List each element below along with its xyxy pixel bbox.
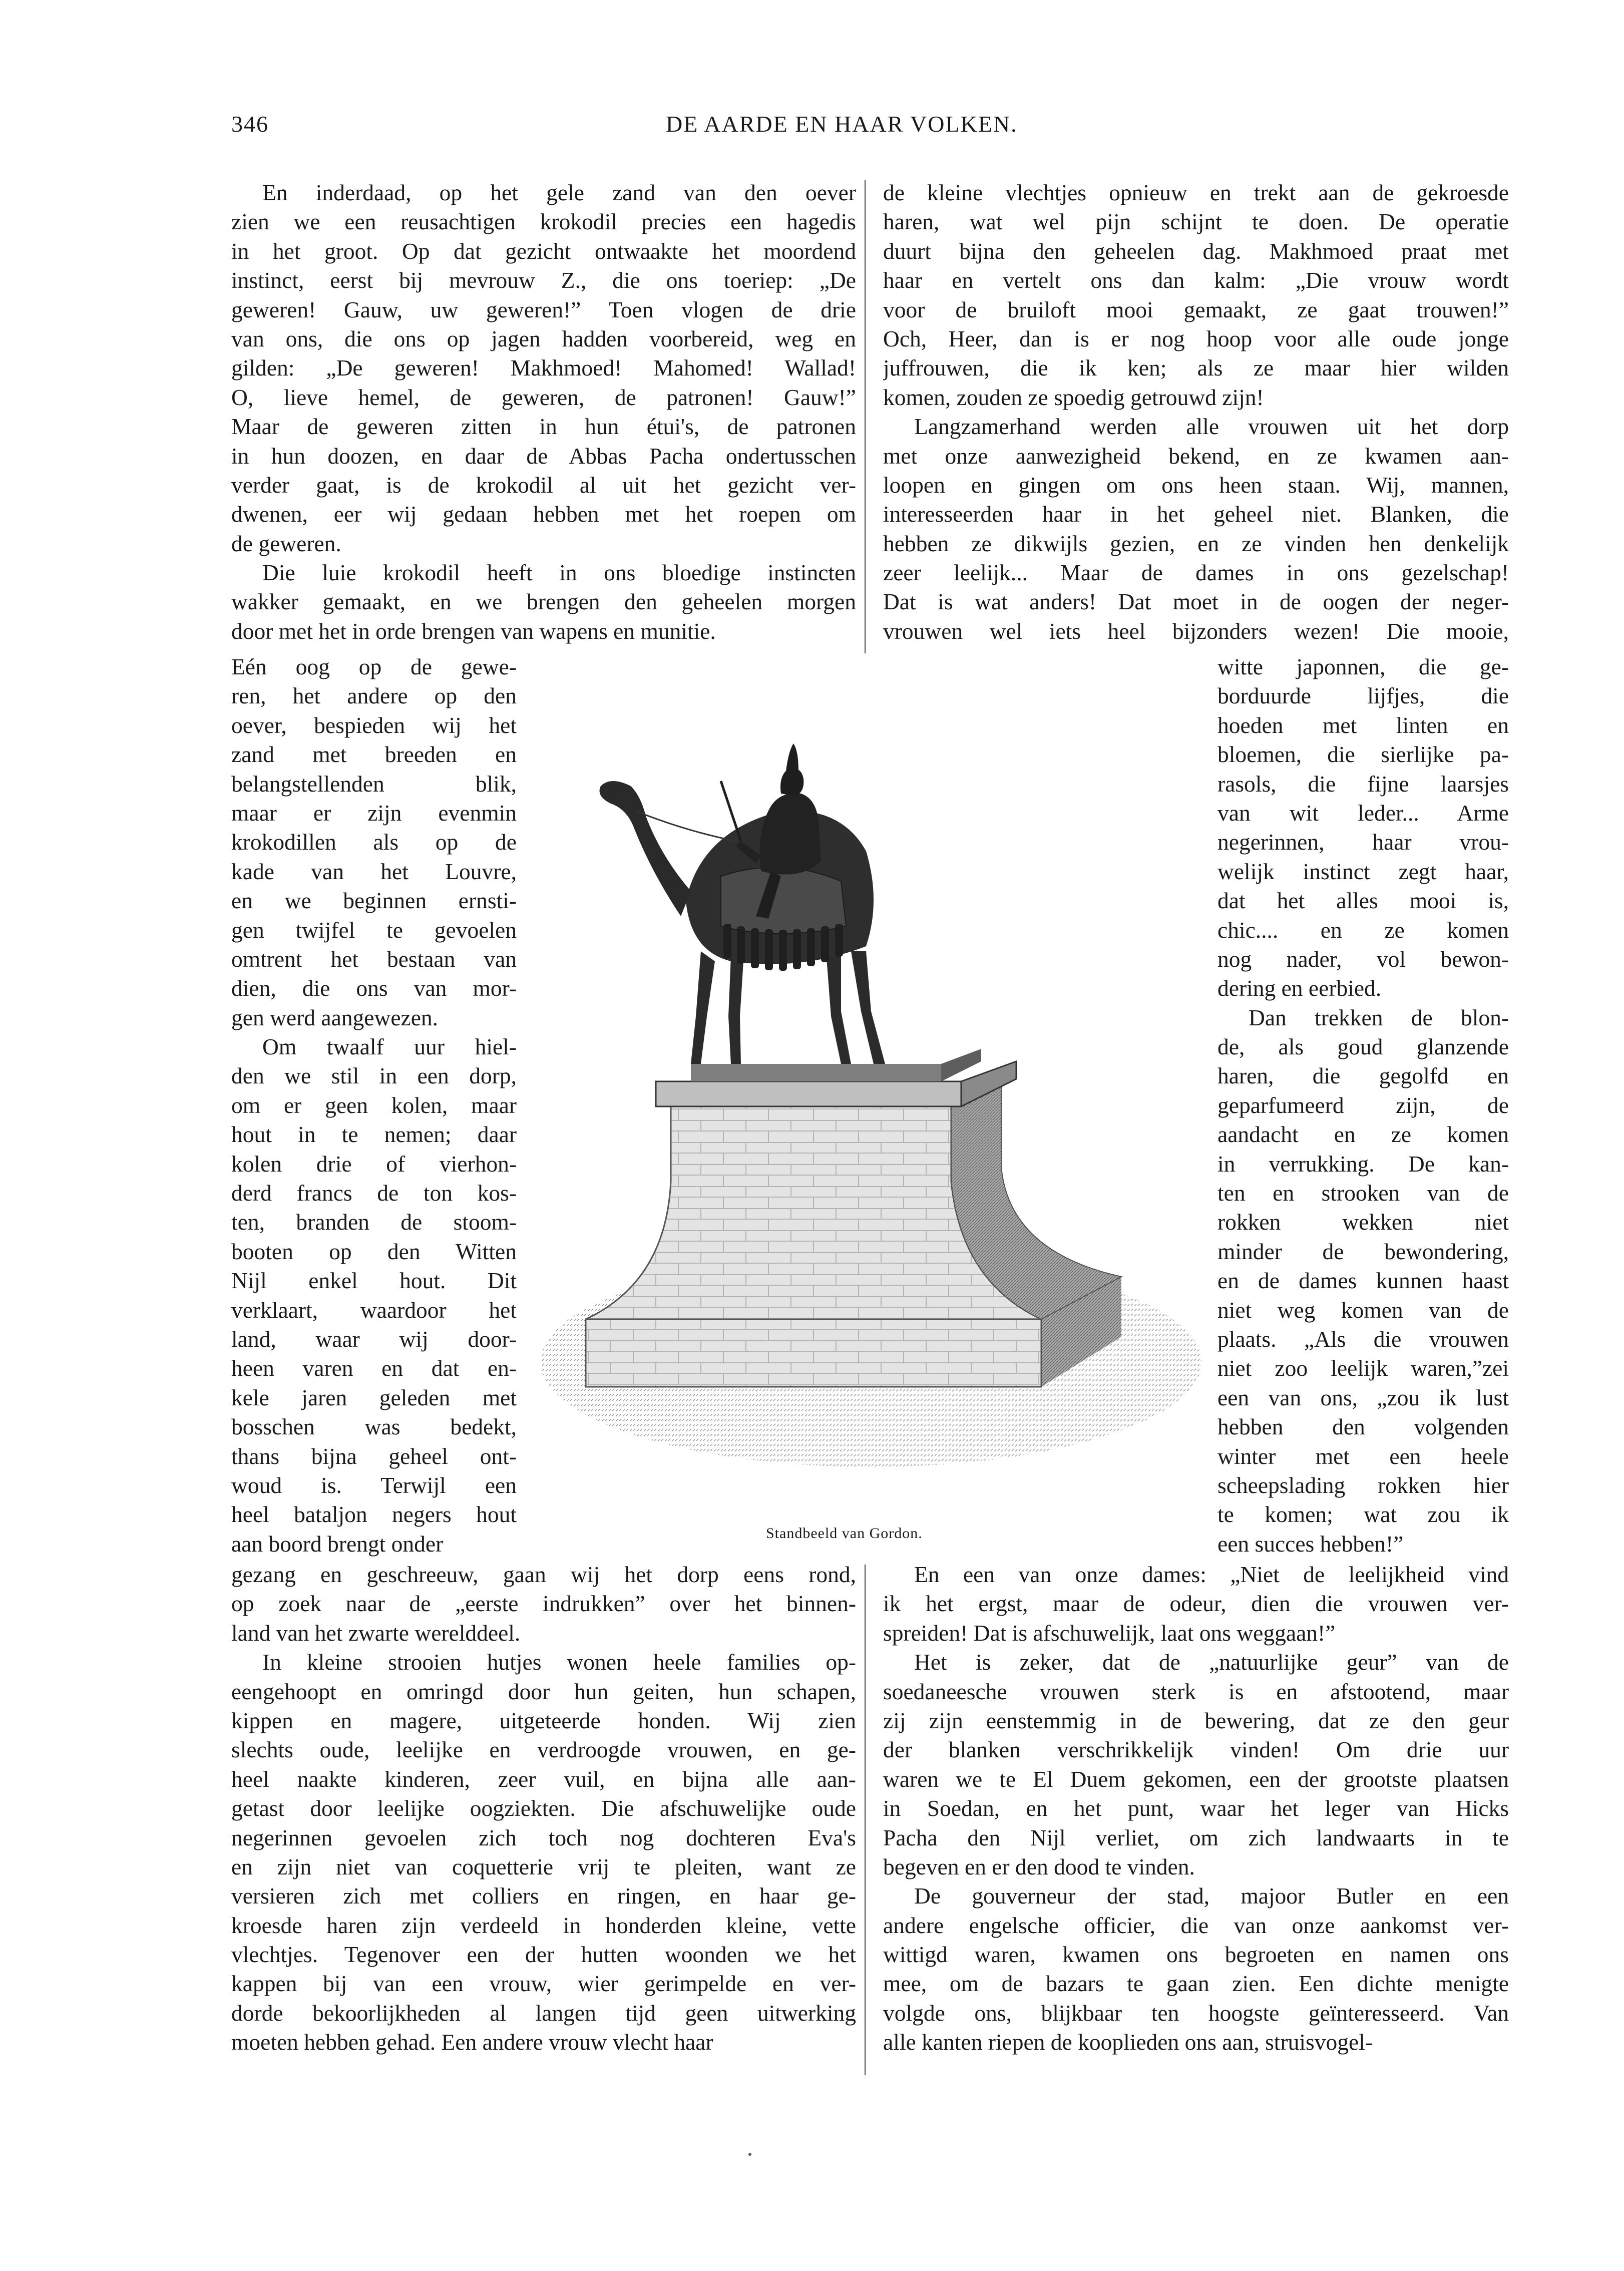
text-line: in verrukking. De kan- (1217, 1151, 1509, 1177)
text-line: Die luie krokodil heeft in ons bloedige instincten (262, 560, 856, 586)
text-line: de, als goud glanzende (1217, 1034, 1509, 1060)
text-line: krokodillen als op de (231, 829, 517, 855)
text-line: getast door leelijke oogziekten. Die afschuwelijke oude (231, 1795, 856, 1821)
text-line: De gouverneur der stad, majoor Butler en een (914, 1883, 1509, 1909)
text-line: juffrouwen, die ik ken; als ze maar hier wilden (883, 355, 1509, 381)
text-line: komen, zouden ze spoedig getrouwd zijn! (883, 384, 1264, 410)
text-line: ik het ergst, maar de odeur, dien die vrouwen ver- (883, 1591, 1509, 1617)
text-line: met onze aanwezigheid bekend, en ze kwamen aan- (883, 443, 1509, 469)
text-line: En inderdaad, op het gele zand van den oever (262, 180, 856, 205)
text-line: zij zijn eenstemmig in de bewering, dat ze den geur (883, 1707, 1509, 1733)
text-line: kolen drie of vierhon- (231, 1151, 517, 1177)
text-line: hoeden met linten en (1217, 712, 1509, 738)
text-line: Och, Heer, dan is er nog hoop voor alle oude jonge (883, 325, 1509, 351)
text-line: dering en eerbied. (1217, 975, 1382, 1001)
text-line: duurt bijna den geheelen dag. Makhmoed praat met (883, 238, 1509, 264)
text-line: der blanken verschrikkelijk vinden! Om drie uur (883, 1737, 1509, 1763)
text-line: maar er zijn evenmin (231, 800, 517, 826)
text-line: verklaart, waardoor het (231, 1297, 517, 1323)
text-line: in hun doozen, en daar de Abbas Pacha ondertusschen (231, 443, 856, 469)
text-line: op zoek naar de „eerste indrukken” over het binnen- (231, 1591, 856, 1617)
text-line: kroesde haren zijn verdeeld in honderden kleine, vette (231, 1912, 856, 1938)
text-line: verder gaat, is de krokodil al uit het gezicht ver- (231, 472, 856, 498)
figure-caption: Standbeeld van Gordon. (766, 1525, 923, 1542)
text-line: gen werd aangewezen. (231, 1004, 439, 1030)
text-line: en zijn niet van coquetterie vrij te pleiten, want ze (231, 1853, 856, 1879)
text-line: niet zoo leelijk waren,”zei (1217, 1355, 1509, 1381)
text-line: wittigd waren, kwamen ons begroeten en namen ons (883, 1942, 1509, 1968)
text-line: negerinnen gevoelen zich toch nog dochteren Eva's (231, 1824, 856, 1850)
text-line: geparfumeerd zijn, de (1217, 1092, 1509, 1118)
text-line: interesseerden haar in het geheel niet. Blanken, die (883, 501, 1509, 527)
text-line: gen twijfel te gevoelen (231, 917, 517, 943)
text-line: aan boord brengt onder (231, 1531, 444, 1557)
text-line: borduurde lijfjes, die (1217, 683, 1509, 709)
text-line: En een van onze dames: „Niet de leelijkheid vind (914, 1562, 1509, 1587)
text-line: heen varen en dat en- (231, 1355, 517, 1381)
text-line: omtrent het bestaan van (231, 946, 517, 972)
text-line: dorde bekoorlijkheden al langen tijd geen uitwerking (231, 2000, 856, 2026)
text-line: waren we te El Duem gekomen, een der grootste plaatsen (883, 1766, 1509, 1792)
text-line: en de dames kunnen haast (1217, 1268, 1509, 1294)
stray-mark (748, 2153, 751, 2156)
text-line: niet weg komen van de (1217, 1297, 1509, 1323)
text-line: witte japonnen, die ge- (1217, 654, 1509, 679)
text-line: rokken wekken niet (1217, 1209, 1509, 1235)
text-line: en we beginnen ernsti- (231, 888, 517, 914)
right-column-narrow-text (1217, 652, 1509, 1559)
statue-engraving (521, 691, 1211, 1512)
text-line: kade van het Louvre, (231, 858, 517, 884)
text-line: slechts oude, leelijke en verdroogde vrouwen, en ge- (231, 1737, 856, 1763)
text-line: aandacht en ze komen (1217, 1121, 1509, 1148)
text-line: een succes hebben!” (1217, 1531, 1404, 1557)
text-line: Het is zeker, dat de „natuurlijke geur” van de (914, 1649, 1509, 1675)
left-column-bottom-text (231, 1560, 856, 2057)
text-line: hout in te nemen; daar (231, 1121, 517, 1148)
text-line: mee, om de bazars te gaan zien. Een dichte menigte (883, 1971, 1509, 1997)
text-line: van ons, die ons op jagen hadden voorbereid, weg en (231, 325, 856, 351)
text-line: dwenen, eer wij gedaan hebben met het roepen om (231, 501, 856, 527)
text-line: spreiden! Dat is afschuwelijk, laat ons weggaan!” (883, 1620, 1336, 1646)
text-line: plaats. „Als die vrouwen (1217, 1326, 1509, 1352)
text-line: ten en strooken van de (1217, 1180, 1509, 1206)
text-line: moeten hebben gehad. Een andere vrouw vlecht haar (231, 2029, 713, 2055)
text-line: zeer leelijk... Maar de dames in ons gezelschap! (883, 560, 1509, 586)
text-line: dien, die ons van mor- (231, 975, 517, 1001)
text-line: negerinnen, haar vrou- (1217, 829, 1509, 855)
text-line: nog nader, vol bewon- (1217, 946, 1509, 972)
text-line: land, waar wij door- (231, 1326, 517, 1352)
column-rule-top (865, 180, 866, 653)
right-column-bottom-text (883, 1560, 1509, 2057)
text-line: belangstellenden blik, (231, 771, 517, 797)
text-line: in het groot. Op dat gezicht ontwaakte het moordend (231, 238, 856, 264)
text-line: kappen bij van een vrouw, wier gerimpelde en ver- (231, 1971, 856, 1997)
text-line: loopen en gingen om ons heen staan. Wij, mannen, (883, 472, 1509, 498)
text-line: geweren! Gauw, uw geweren!” Toen vlogen de drie (231, 296, 856, 322)
column-rule-bottom (865, 1565, 866, 2075)
text-line: booten op den Witten (231, 1238, 517, 1264)
text-line: chic.... en ze komen (1217, 917, 1509, 943)
text-line: hebben den volgenden (1217, 1414, 1509, 1440)
gordon-statue-illustration (521, 691, 1211, 1512)
text-line: kele jaren geleden met (231, 1384, 517, 1410)
text-line: heel bataljon negers hout (231, 1501, 517, 1528)
text-line: rasols, die fijne laarsjes (1217, 771, 1509, 797)
text-line: welijk instinct zegt haar, (1217, 858, 1509, 884)
text-line: winter met een heele (1217, 1443, 1509, 1469)
text-line: kippen en magere, uitgeteerde honden. Wij zien (231, 1707, 856, 1733)
text-line: den we stil in een dorp, (231, 1063, 517, 1089)
text-line: door met het in orde brengen van wapens en munitie. (231, 618, 716, 644)
text-line: Dan trekken de blon- (1249, 1004, 1509, 1030)
text-line: Pacha den Nijl verliet, om zich landwaarts in te (883, 1824, 1509, 1850)
text-line: zien we een reusachtigen krokodil precies een hagedis (231, 209, 856, 235)
left-column-narrow-text (231, 652, 517, 1559)
text-line: Om twaalf uur hiel- (262, 1034, 517, 1060)
text-line: de geweren. (231, 530, 341, 556)
text-line: Maar de geweren zitten in hun étui's, de patronen (231, 414, 856, 440)
text-line: van wit leder... Arme (1217, 800, 1509, 826)
text-line: land van het zwarte werelddeel. (231, 1620, 521, 1646)
page-number: 346 (231, 111, 269, 137)
text-line: In kleine strooien hutjes wonen heele families op- (262, 1649, 856, 1675)
text-line: Langzamerhand werden alle vrouwen uit het dorp (914, 414, 1509, 440)
running-title: DE AARDE EN HAAR VOLKEN. (666, 111, 1018, 137)
text-line: derd francs de ton kos- (231, 1180, 517, 1206)
text-line: woud is. Terwijl een (231, 1472, 517, 1498)
text-line: scheepslading rokken hier (1217, 1472, 1509, 1498)
text-line: wakker gemaakt, en we brengen den geheelen morgen (231, 589, 856, 615)
text-line: haren, die gegolfd en (1217, 1063, 1509, 1089)
text-line: voor de bruiloft mooi gemaakt, ze gaat trouwen!” (883, 296, 1509, 322)
text-line: gilden: „De geweren! Makhmoed! Mahomed! Wallad! (231, 355, 856, 381)
text-line: oever, bespieden wij het (231, 712, 517, 738)
text-line: haren, wat wel pijn schijnt te doen. De operatie (883, 209, 1509, 235)
text-line: om er geen kolen, maar (231, 1092, 517, 1118)
text-line: hebben ze dikwijls gezien, en ze vinden hen denkelijk (883, 530, 1509, 556)
text-line: in Soedan, en het punt, waar het leger van Hicks (883, 1795, 1509, 1821)
text-line: vlechtjes. Tegenover een der hutten woonden we het (231, 1942, 856, 1968)
text-line: Eén oog op de gewe- (231, 654, 517, 679)
text-line: bloemen, die sierlijke pa- (1217, 741, 1509, 768)
text-line: instinct, eerst bij mevrouw Z., die ons toeriep: „De (231, 267, 856, 293)
text-line: thans bijna geheel ont- (231, 1443, 517, 1469)
text-line: vrouwen wel iets heel bijzonders wezen! Die mooie, (883, 618, 1509, 644)
text-line: Dat is wat anders! Dat moet in de oogen der neger- (883, 589, 1509, 615)
text-line: begeven en er den dood te vinden. (883, 1853, 1195, 1879)
text-line: de kleine vlechtjes opnieuw en trekt aan de gekroesde (883, 180, 1509, 205)
text-line: te komen; wat zou ik (1217, 1501, 1509, 1528)
text-line: ren, het andere op den (231, 683, 517, 709)
text-line: alle kanten riepen de kooplieden ons aan, struisvogel- (883, 2029, 1373, 2055)
text-line: gezang en geschreeuw, gaan wij het dorp eens rond, (231, 1562, 856, 1587)
text-line: heel naakte kinderen, zeer vuil, en bijna alle aan- (231, 1766, 856, 1792)
text-line: zand met breeden en (231, 741, 517, 768)
text-line: volgde ons, blijkbaar ten hoogste geïnteresseerd. Van (883, 2000, 1509, 2026)
text-line: andere engelsche officier, die van onze aankomst ver- (883, 1912, 1509, 1938)
text-line: eengehoopt en omringd door hun geiten, hun schapen, (231, 1678, 856, 1704)
left-column-top-text (231, 178, 856, 646)
text-line: dat het alles mooi is, (1217, 888, 1509, 914)
text-line: Nijl enkel hout. Dit (231, 1268, 517, 1294)
text-line: een van ons, „zou ik lust (1217, 1384, 1509, 1410)
text-line: haar en vertelt ons dan kalm: „Die vrouw wordt (883, 267, 1509, 293)
text-line: ten, branden de stoom- (231, 1209, 517, 1235)
text-line: minder de bewondering, (1217, 1238, 1509, 1264)
text-line: O, lieve hemel, de geweren, de patronen! Gauw!” (231, 384, 856, 410)
text-line: soedaneesche vrouwen sterk is en afstootend, maar (883, 1678, 1509, 1704)
right-column-top-text (883, 178, 1509, 646)
text-line: versieren zich met colliers en ringen, en haar ge- (231, 1883, 856, 1909)
text-line: bosschen was bedekt, (231, 1414, 517, 1440)
